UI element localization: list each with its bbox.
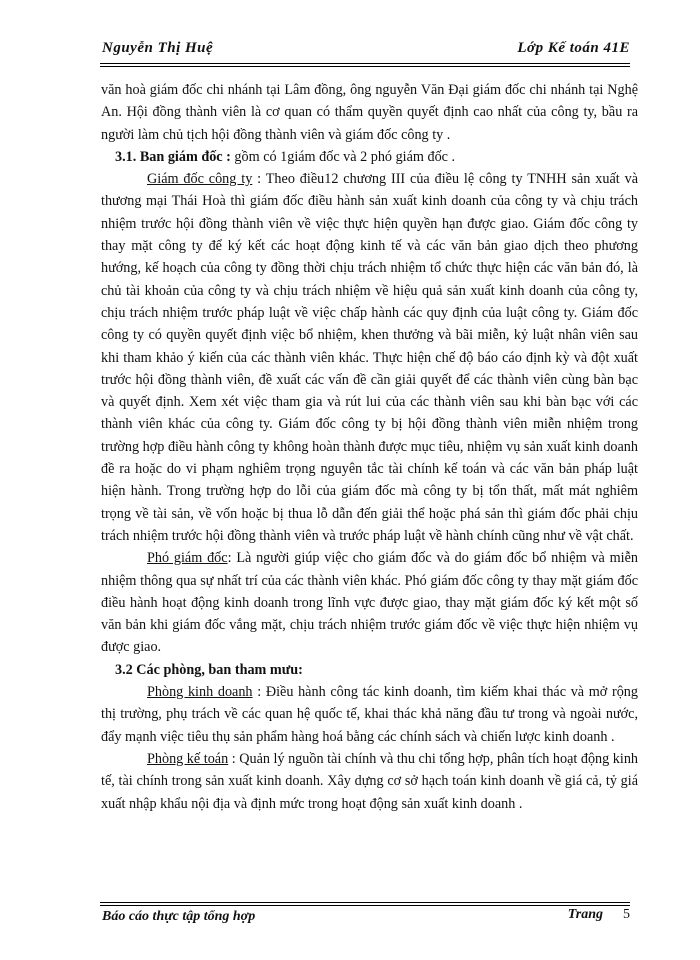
report-title: Báo cáo thực tập tổng hợp xyxy=(102,909,256,924)
director-text: : Theo điều12 chương III của điều lệ công ty TNHH sản xuất và thương mại Thái Hoà thì giám đốc điều hành sản xuất kinh doanh của công ty và chịu trách nhiệm trước hội đồng thành viên về việc thực hiện quyền hạn được giao. Giám đốc công ty thay mặt công ty để ký kết các hoạt động kinh tế và các văn bản giao dịch theo phương hướng, kế hoạch của công ty đồng thời chịu trách nhiệm tổ chức thực hiện các văn bản đó, là chủ tài khoản của công ty và chịu trách nhiệm về hiệu quả sản xuất kinh doanh của công ty, chịu trách nhiệm trước pháp luật về việc chấp hành các quy định của luật công ty. Giám đốc công ty có quyền quyết định việc bổ nhiệm, khen thưởng và bãi miễn, kỷ luật nhân viên sau khi tham khảo ý kiến của các thành viên khác. Thực hiện chế độ báo cáo định kỳ và đột xuất trước hội đồng thành viên, đề xuất các vấn đề cần giải quyết để các thành viên cùng bàn bạc và quyết định. Xem xét việc tham gia và rút lui của các thành viên sau khi bàn bạc với các thành viên khác của công ty. Giám đốc công ty bị hội đồng thành viên miễn nhiệm trong trường hợp điều hành công ty không hoàn thành được mục tiêu, nhiệm vụ sản xuất kinh doanh đề ra hoặc do vi phạm nghiêm trọng nguyên tắc tài chính kế toán và các văn bản pháp luật hiện hành. Trong trường hợp do lỗi của giám đốc mà công ty bị tổn thất, mất mát nghiêm trọng về tài sản, về vốn hoặc bị thua lỗ dẫn đến giải thể hoặc phá sản thì giám đốc phải chịu trách nhiệm trước hội đồng thành viên và trước pháp luật về hành chính cũng như về vật chất. xyxy=(101,171,638,544)
accounting-dept-text: : Quản lý nguồn tài chính và thu chi tổng hợp, phân tích hoạt động kinh tế, tài chính trong sản xuất kinh doanh. Xây dựng cơ sở hạch toán kinh doanh về giá cả, tỷ giá xuất nhập khẩu nội địa và định mức trong hoạt động sản xuất kinh doanh . xyxy=(101,750,639,812)
section-heading-text: gồm có 1giám đốc và 2 phó giám đốc . xyxy=(230,148,456,165)
section-heading-label: 3.1. Ban giám đốc : xyxy=(115,148,231,165)
page-footer xyxy=(100,907,630,931)
header-rule-thin xyxy=(100,66,630,67)
footer-rule xyxy=(100,905,630,906)
paragraph-deputy-director xyxy=(101,547,638,658)
document-body xyxy=(101,79,638,815)
page-label: Trang xyxy=(567,907,603,922)
deputy-director-label: Phó giám đốc xyxy=(147,550,228,567)
footer-rule-thin xyxy=(100,902,630,903)
paragraph-accounting-dept xyxy=(101,748,638,815)
header-rule xyxy=(100,63,630,64)
class-name: Lớp Kế toán 41E xyxy=(517,40,630,56)
paragraph-business-dept xyxy=(101,681,638,748)
deputy-director-text: : Là người giúp việc cho giám đốc và do giám đốc bổ nhiệm và miễn nhiệm thông qua sự nhất trí của các thành viên khác. Phó giám đốc công ty thay mặt giám đốc điều hành hoạt động kinh doanh trong lĩnh vực được giao, thay mặt giám đốc ký kết một số văn bản khi giám đốc vắng mặt, chịu trách nhiệm trước giám đốc về việc thực hiện nhiệm vụ được giao. xyxy=(101,550,638,656)
section-heading-board-of-directors xyxy=(101,146,638,168)
director-label: Giám đốc công ty xyxy=(147,171,253,188)
page-number: 5 xyxy=(623,907,630,922)
paragraph-board-intro: văn hoà giám đốc chi nhánh tại Lâm đồng, ông nguyễn Văn Đại giám đốc chi nhánh tại Nghệ An. Hội đồng thành viên là cơ quan có thẩm quyền quyết định cao nhất của công ty, bầu ra người làm chủ tịch hội đồng thành viên và giám đốc công ty . xyxy=(101,82,638,143)
business-dept-text: : Điều hành công tác kinh doanh, tìm kiếm khai thác và mở rộng thị trường, phụ trách về các quan hệ quốc tế, khai thác khả năng đầu tư trong và ngoài nước, đẩy mạnh việc tiêu thụ sản phẩm hàng hoá bằng các chính sách và chiến lược kinh doanh . xyxy=(101,684,638,745)
page-header xyxy=(100,40,630,62)
author-name: Nguyễn Thị Huệ xyxy=(102,40,214,56)
page-indicator xyxy=(568,907,630,923)
section-heading-departments: 3.2 Các phòng, ban tham mưu: xyxy=(115,661,303,678)
accounting-dept-label: Phòng kế toán xyxy=(147,750,229,767)
paragraph-director xyxy=(101,168,638,547)
business-dept-label: Phòng kinh doanh xyxy=(147,684,253,701)
